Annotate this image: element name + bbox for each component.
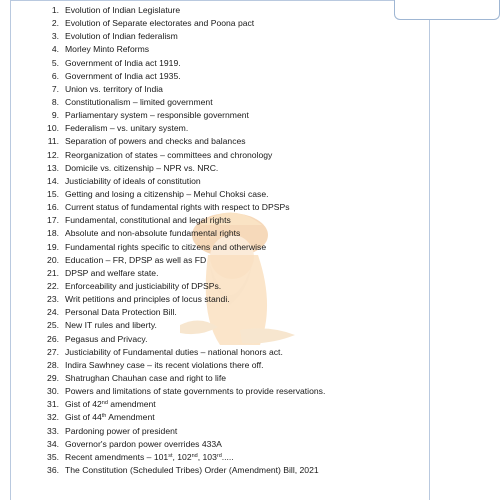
list-item: 3. Evolution of Indian federalism [51,31,178,42]
list-item: 23. Writ petitions and principles of locus standi. [47,294,230,305]
list-item: 7. Union vs. territory of India [51,83,163,94]
list-item: 1. Evolution of Indian Legislature [51,5,181,15]
list-item: 29. Shatrughan Chauhan case and right to life [47,372,227,383]
list-item: 24. Personal Data Protection Bill. [47,307,177,318]
list-item: 33. Pardoning power of president [47,425,178,436]
list-item: 18. Absolute and non-absolute fundamental rights [47,228,241,239]
list-item: 36. The Constitution (Scheduled Tribes) Order (Amendment) Bill, 2021 [47,464,319,475]
list-item: 5. Government of India act 1919. [51,57,181,68]
list-item: 15. Getting and losing a citizenship – Mehul Choksi case. [47,188,269,199]
list-item: 4. Morley Minto Reforms [51,44,150,55]
list-item: 8. Constitutionalism – limited government [51,96,213,107]
list-item: 9. Parliamentary system – responsible government [51,110,249,121]
list-item: 27. Justiciability of Fundamental duties – national honors act. [47,346,283,357]
top-rule [10,0,430,1]
list-item: 20. Education – FR, DPSP as well as FD [47,254,207,265]
list-item: 32. Gist of 44th Amendment [47,412,155,423]
list-item: 35. Recent amendments – 101st, 102nd, 103rd..... [47,451,234,462]
list-item: 6. Government of India act 1935. [51,70,181,81]
list-item: 26. Pegasus and Privacy. [47,333,148,344]
list-item: 30. Powers and limitations of state governments to provide reservations. [47,386,326,397]
list-item: 13. Domicile vs. citizenship – NPR vs. NRC. [47,162,219,173]
list-item: 14. Justiciability of ideals of constitution [47,175,201,186]
topic-list [42,4,402,477]
list-item: 31. Gist of 42nd amendment [47,399,156,410]
list-item: 28. Indira Sawhney case – its recent violations there off. [47,359,264,370]
list-item: 19. Fundamental rights specific to citizens and otherwise [47,241,267,252]
list-item: 21. DPSP and welfare state. [47,267,159,278]
list-item: 12. Reorganization of states – committees and chronology [47,149,273,160]
list-item: 11. Separation of powers and checks and balances [47,136,246,147]
header-box [394,0,500,20]
list-item: 2. Evolution of Separate electorates and Poona pact [51,18,255,29]
list-item: 25. New IT rules and liberty. [47,320,157,331]
list-item: 16. Current status of fundamental rights with respect to DPSPs [47,202,290,213]
list-item: 17. Fundamental, constitutional and legal rights [47,215,231,226]
list-item: 34. Governor's pardon power overrides 433A [47,438,222,449]
list-item: 10. Federalism – vs. unitary system. [47,123,189,134]
list-item: 22. Enforceability and justiciability of DPSPs. [47,280,222,291]
